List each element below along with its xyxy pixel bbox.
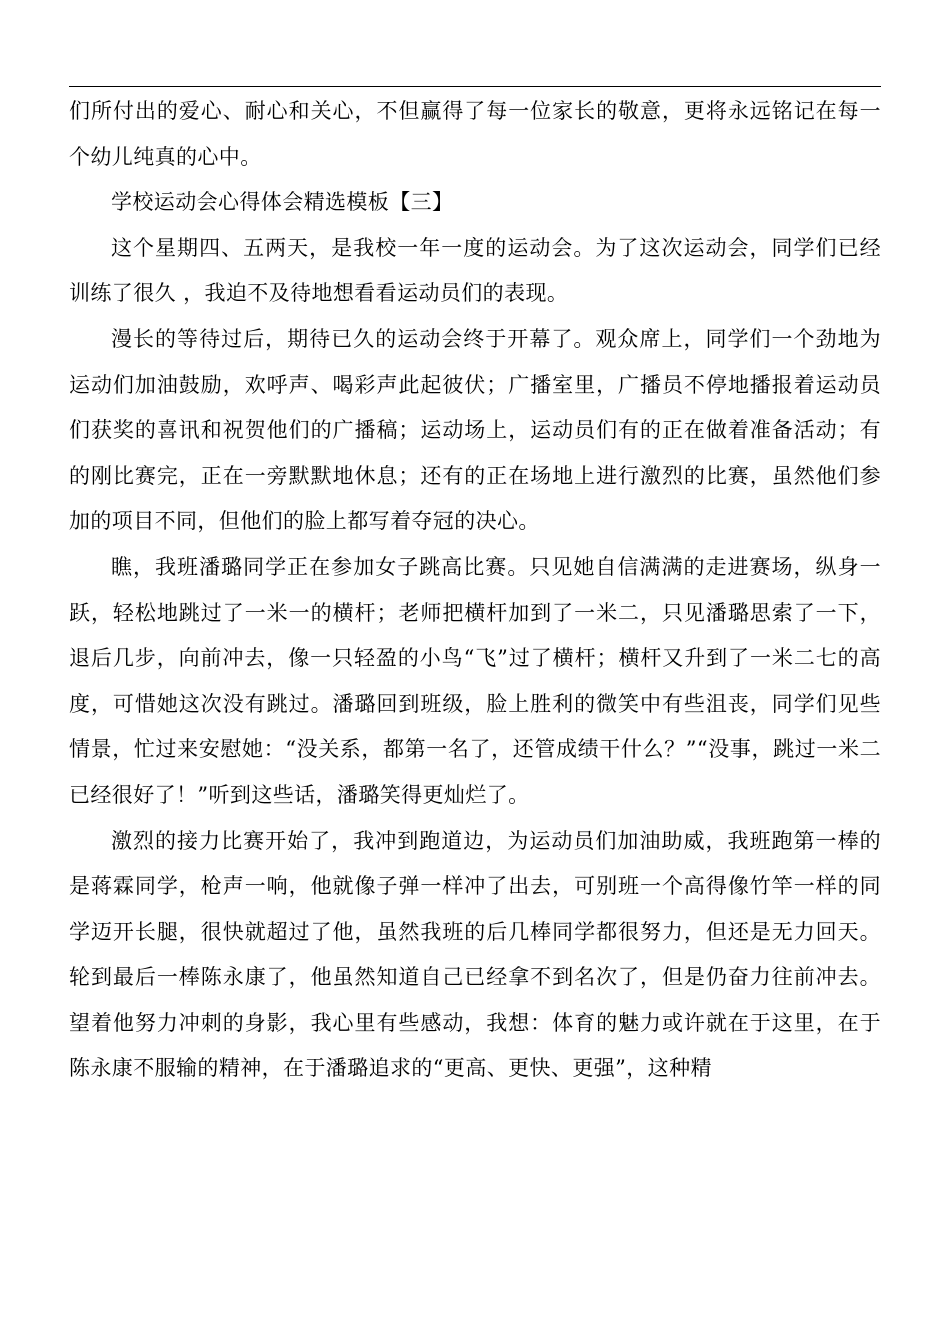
paragraph-intro: 这个星期四、五两天，是我校一年一度的运动会。为了这次运动会，同学们已经训练了很久 ，我迫不及待地想看看运动员们的表现。	[69, 235, 881, 306]
paragraph-continuation: 们所付出的爱心、耐心和关心，不但赢得了每一位家长的敬意，更将永远铭记在每一个幼儿纯真的心中。	[69, 99, 881, 169]
header-rule	[69, 86, 881, 87]
document-body	[69, 89, 881, 1092]
paragraph-relay: 激烈的接力比赛开始了，我冲到跑道边，为运动员们加油助威，我班跑第一棒的是蒋霖同学，枪声一响，他就像子弹一样冲了出去，可别班一个高得像竹竿一样的同学迈开长腿，很快就超过了他，虽然我班的后几棒同学都很努力，但还是无力回天。轮到最后一棒陈永康了，他虽然知道自己已经拿不到名次了，但是仍奋力往前冲去。望着他努力冲刺的身影，我心里有些感动，我想：体育的魅力或许就在于这里，在于陈永康不服输的精神，在于潘璐追求的“更高、更快、更强”，这种精	[69, 828, 881, 1081]
paragraph-opening-ceremony: 漫长的等待过后，期待已久的运动会终于开幕了。观众席上，同学们一个劲地为运动们加油鼓励，欢呼声、喝彩声此起彼伏；广播室里，广播员不停地播报着运动员们获奖的喜讯和祝贺他们的广播稿；运动场上，运动员们有的正在做着准备活动；有的刚比赛完，正在一旁默默地休息；还有的正在场地上进行激烈的比赛，虽然他们参加的项目不同，但他们的脸上都写着夺冠的决心。	[69, 326, 881, 534]
section-title: 学校运动会心得体会精选模板【三】	[111, 190, 454, 215]
paragraph-high-jump: 瞧，我班潘璐同学正在参加女子跳高比赛。只见她自信满满的走进赛场，纵身一跃，轻松地跳过了一米一的横杆；老师把横杆加到了一米二，只见潘璐思索了一下，退后几步，向前冲去，像一只轻盈的小鸟“飞”过了横杆；横杆又升到了一米二七的高度，可惜她这次没有跳过。潘璐回到班级，脸上胜利的微笑中有些沮丧，同学们见些情景，忙过来安慰她：“没关系，都第一名了，还管成绩干什么？”“没事，跳过一米二已经很好了！”听到这些话，潘璐笑得更灿烂了。	[69, 554, 881, 807]
